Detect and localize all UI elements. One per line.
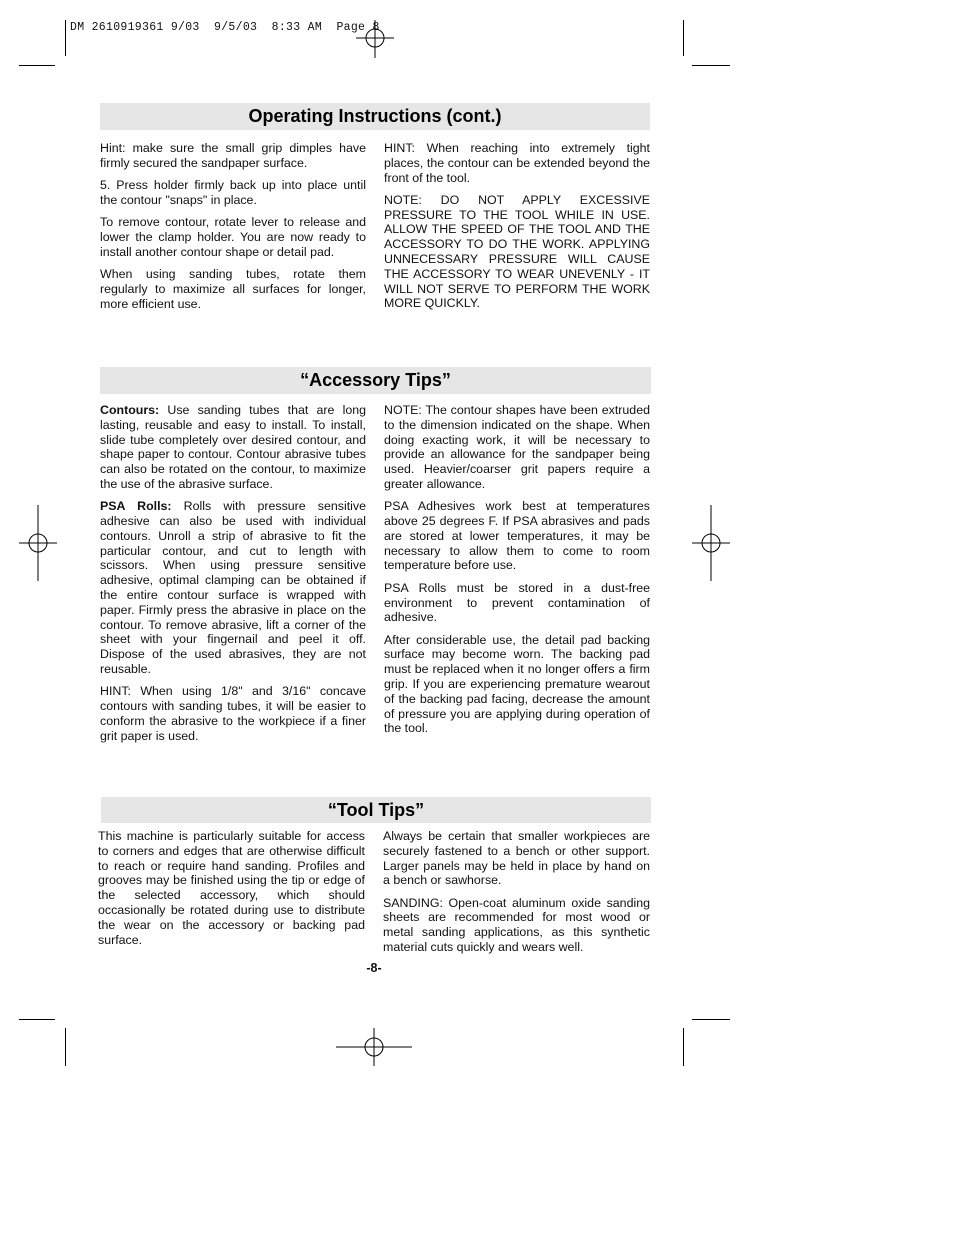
section-header-accessory: “Accessory Tips” bbox=[100, 367, 651, 394]
crop-mark bbox=[692, 1019, 730, 1020]
crop-mark bbox=[19, 1019, 55, 1020]
paragraph: SANDING: Open-coat aluminum oxide sanding sheets are recommended for most wood or metal sanding applications, as this synthetic material cuts quickly and wears well. bbox=[383, 895, 650, 955]
psa-rolls-label: PSA Rolls: bbox=[100, 499, 172, 514]
crop-mark bbox=[683, 20, 684, 56]
crop-mark bbox=[65, 1028, 66, 1066]
accessory-left-column bbox=[100, 403, 366, 751]
operating-right-column bbox=[384, 141, 650, 319]
psa-rolls-text: Rolls with pressure sensitive adhesive can also be used with individual contours. Unroll a strip of abrasive to fit the particular contour, and cut to length with scissors. When using pressure sensitive adhesive, optimal clamping can be obtained if the entire contour surface is wrapped with paper. Firmly press the abrasive in place on the contour. To remove abrasive, lift a corner of the sheet with your fingernail and peel it off. Dispose of the used abrasives, they are not reusable. bbox=[100, 499, 366, 677]
crop-mark bbox=[19, 65, 55, 66]
paragraph: PSA Rolls must be stored in a dust-free environment to prevent contamination of adhesive. bbox=[384, 580, 650, 625]
registration-mark-icon bbox=[356, 20, 394, 58]
paragraph: 5. Press holder firmly back up into place until the contour "snaps" in place. bbox=[100, 178, 366, 207]
paragraph: NOTE: DO NOT APPLY EXCESSIVE PRESSURE TO THE TOOL WHILE IN USE. ALLOW THE SPEED OF THE TOOL AND THE ACCESSORY TO DO THE WORK. APPLYING UNNECESSARY PRESSURE WILL CAUSE THE ACCESSORY TO WEAR UNEVENLY - IT WILL NOT SERVE TO PERFORM THE WORK MORE QUICKLY. bbox=[384, 192, 650, 311]
crop-mark bbox=[683, 1028, 684, 1066]
paragraph: HINT: When using 1/8" and 3/16" concave contours with sanding tubes, it will be easier to conform the abrasive to the workpiece if a finer grit paper is used. bbox=[100, 684, 366, 743]
section-header-tool: “Tool Tips” bbox=[101, 797, 651, 823]
tool-right-column bbox=[383, 829, 650, 962]
registration-mark-icon bbox=[692, 505, 730, 581]
registration-mark-icon bbox=[336, 1028, 412, 1066]
contours-label: Contours: bbox=[100, 403, 160, 417]
paragraph: This machine is particularly suitable for access to corners and edges that are otherwise difficult to reach or require hand sanding. Profiles and grooves may be finished using the tip or edge of the selected accessory, which should occasionally be rotated during use to distribute the wear on the accessory or backing pad surface. bbox=[98, 829, 365, 947]
paragraph: Always be certain that smaller workpieces are securely fastened to a bench or other support. Larger panels may be held in place by hand on a bench or sawhorse. bbox=[383, 829, 650, 888]
crop-mark bbox=[65, 20, 66, 56]
paragraph: To remove contour, rotate lever to release and lower the clamp holder. You are now ready to install another contour shape or detail pad. bbox=[100, 215, 366, 259]
registration-mark-icon bbox=[19, 505, 57, 581]
paragraph: HINT: When reaching into extremely tight places, the contour can be extended beyond the front of the tool. bbox=[384, 141, 650, 185]
accessory-right-column bbox=[384, 403, 650, 744]
paragraph: After considerable use, the detail pad backing surface may become worn. The backing pad must be replaced when it no longer offers a firm grip. If you are experiencing premature wearout of the backing pad facing, decrease the amount of pressure you are applying during operation of the tool. bbox=[384, 632, 650, 736]
paragraph: PSA Adhesives work best at temperatures above 25 degrees F. If PSA abrasives and pads are stored at lower temperatures, it may be necessary to allow them to come to room temperature before use. bbox=[384, 499, 650, 573]
operating-left-column bbox=[100, 141, 366, 319]
paragraph bbox=[100, 499, 366, 677]
print-slug: DM 2610919361 9/03 9/5/03 8:33 AM Page 8 bbox=[70, 21, 380, 34]
page-number: -8- bbox=[366, 961, 382, 975]
section-header-operating: Operating Instructions (cont.) bbox=[100, 103, 650, 130]
paragraph: When using sanding tubes, rotate them regularly to maximize all surfaces for longer, more efficient use. bbox=[100, 267, 366, 311]
paragraph: Hint: make sure the small grip dimples have firmly secured the sandpaper surface. bbox=[100, 141, 366, 170]
tool-left-column bbox=[98, 829, 365, 955]
crop-mark bbox=[692, 65, 730, 66]
contours-text: Use sanding tubes that are long lasting, reusable and easy to install. To install, slide tube completely over desired contour, and shape paper to contour. Contour abrasive tubes can also be rotated on the contour, to maximize the use of the abrasive surface. bbox=[100, 403, 366, 491]
paragraph: NOTE: The contour shapes have been extruded to the dimension indicated on the shape. When doing exacting work, it will be necessary to provide an allowance for the sandpaper being used. Heavier/coarser grit papers require a greater allowance. bbox=[384, 403, 650, 491]
paragraph bbox=[100, 403, 366, 492]
